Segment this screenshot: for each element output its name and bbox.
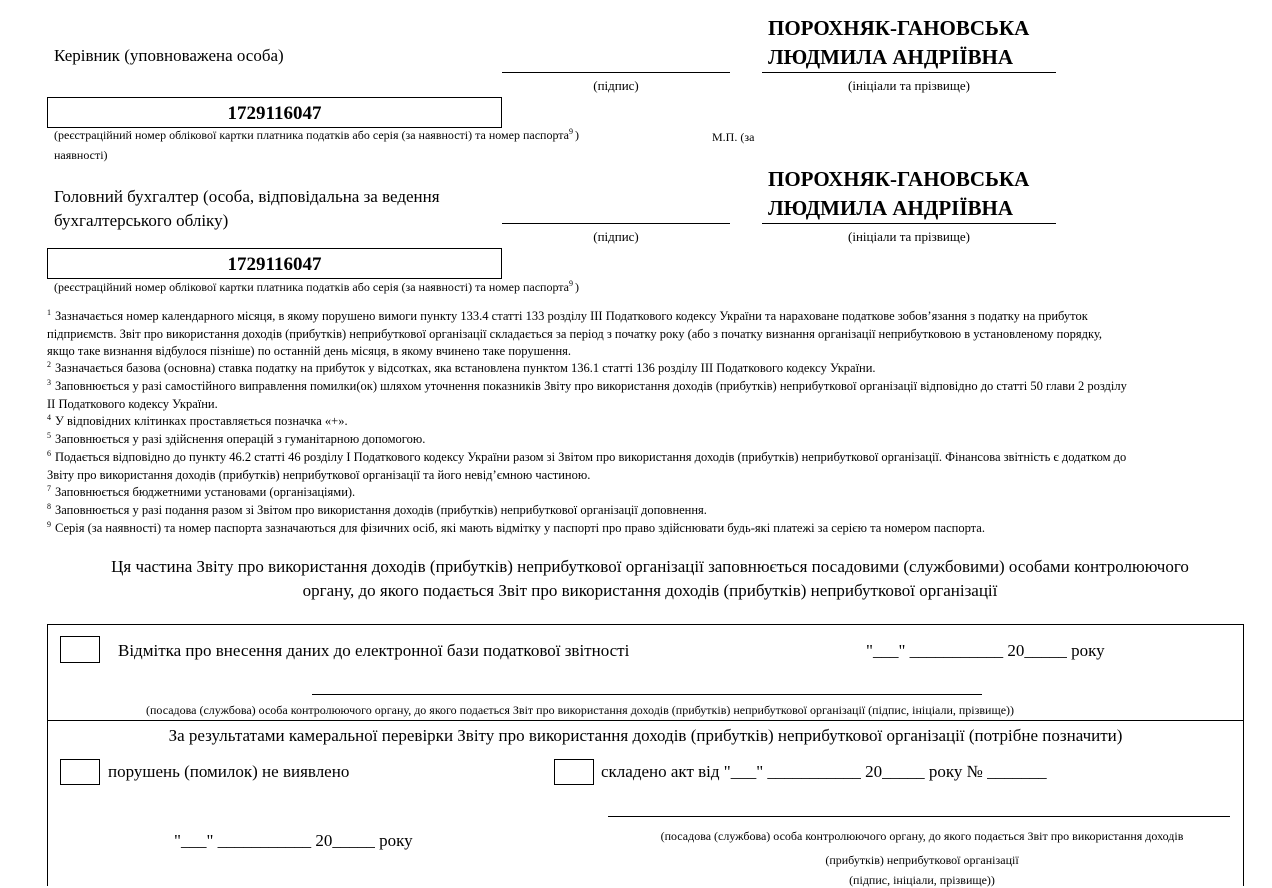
no-violations-checkbox[interactable] — [60, 759, 100, 785]
footnote-text: Заповнюється у разі самостійного виправлення помилки(ок) шляхом уточнення показників Звіту про використання доходів (прибутків) неприбуткової організації відповідно до статті 50 глави 2 розділу — [55, 379, 1127, 393]
footnote-text: У відповідних клітинках проставляється позначка «+». — [55, 414, 348, 428]
no-violations-label: порушень (помилок) не виявлено — [108, 762, 350, 781]
head-name-caption: (ініціали та прізвище) — [848, 78, 970, 93]
stamp-label-cont: наявності) — [54, 148, 108, 162]
act-drawn-checkbox[interactable] — [554, 759, 594, 785]
footnote-text: Заповнюється бюджетними установами (організаціями). — [55, 485, 356, 499]
footnote-text: Серія (за наявності) та номер паспорта зазначаються для фізичних осіб, які мають відмітку у паспорті про право здійснювати будь-які платежі за серією та номером паспорта. — [55, 521, 985, 535]
accountant-signature-caption: (підпис) — [593, 229, 639, 244]
footnote-line — [47, 308, 1247, 326]
footnote-number: 6 — [47, 449, 51, 458]
stamp-label: М.П. (за — [712, 130, 755, 144]
footnote-line — [47, 378, 1247, 396]
head-label: Керівник (уповноважена особа) — [54, 46, 284, 65]
footnote-text: Заповнюється у разі здійснення операцій з гуманітарною допомогою. — [55, 432, 426, 446]
head-signature-caption: (підпис) — [593, 78, 639, 93]
footnote-line — [47, 431, 1247, 449]
footnote-number: 4 — [47, 413, 51, 422]
accountant-name: ПОРОХНЯК-ГАНОВСЬКА ЛЮДМИЛА АНДРІЇВНА — [768, 167, 1030, 220]
db-mark-label: Відмітка про внесення даних до електронної бази податкової звітності — [118, 641, 630, 660]
control-heading: Ця частина Звіту про використання доходів (прибутків) неприбуткової організації заповнюється посадовими (службовими) особами контролюючого органу, до якого подається Звіт про використання доходів (прибутків) неприбуткової організації — [111, 557, 1189, 600]
head-tax-number-field[interactable]: 1729116047 — [47, 97, 502, 128]
footnote-line — [47, 449, 1247, 467]
official-signature-line[interactable] — [312, 694, 982, 695]
accountant-label: Головний бухгалтер (особа, відповідальна за ведення бухгалтерського обліку) — [54, 187, 440, 230]
footnote-text: Зазначається номер календарного місяця, в якому порушено вимоги пункту 133.4 статті 133 розділу ІІІ Податкового кодексу України та нараховане податкове зобов’язання з податку на прибуток — [55, 309, 1088, 323]
accountant-tax-number-field[interactable]: 1729116047 — [47, 248, 502, 279]
footnote-number: 5 — [47, 431, 51, 440]
footnote-line — [47, 360, 1247, 378]
accountant-name-line — [762, 223, 1056, 224]
act-drawn-label[interactable]: складено акт від "___" ___________ 20_____ року № _______ — [601, 762, 1047, 781]
head-tax-caption: (реєстраційний номер облікової картки платника податків або серія (за наявності) та номер паспорта$^9$ ) — [54, 127, 579, 142]
footnote-line — [47, 484, 1247, 502]
footnote-text: Зазначається базова (основна) ставка податку на прибуток у відсотках, яка встановлена пунктом 136.1 статті 136 розділу ІІІ Податкового кодексу України. — [55, 361, 876, 375]
footnote-text: Заповнюється у разі подання разом зі Звітом про використання доходів (прибутків) неприбуткової організації доповнення. — [55, 503, 707, 517]
official2-signature-line[interactable] — [608, 816, 1230, 817]
footnote-text: якщо таке визнання відбулося пізніше) по останній день місяця, в якому вчинено таке порушення. — [47, 344, 572, 358]
accountant-signature-line[interactable] — [502, 223, 730, 224]
db-mark-checkbox[interactable] — [60, 636, 100, 663]
footnote-text: ІІ Податкового кодексу України. — [47, 397, 218, 411]
footnote-number: 2 — [47, 360, 51, 369]
footnote-line — [47, 413, 1247, 431]
footnote-line — [47, 520, 1247, 538]
accountant-tax-caption: (реєстраційний номер облікової картки платника податків або серія (за наявності) та номер паспорта$^9$ ) — [54, 279, 579, 294]
footnote-text: Подається відповідно до пункту 46.2 статті 46 розділу І Податкового кодексу України разом зі Звітом про використання доходів (прибутків) неприбуткової організації. Фінансова звітність є додатком до — [55, 450, 1127, 464]
review-date[interactable]: "___" ___________ 20_____ року — [174, 831, 413, 850]
official2-caption: (посадова (службова) особа контролюючого органу, до якого подається Звіт про використання доходів (прибутків) неприбуткової організації (підпис, ініціали, прізвище)) — [660, 829, 1184, 887]
accountant-name-caption: (ініціали та прізвище) — [848, 229, 970, 244]
head-signature-line[interactable] — [502, 72, 730, 73]
footnote-line — [47, 343, 1247, 360]
review-heading: За результатами камеральної перевірки Звіту про використання доходів (прибутків) неприбуткової організації (потрібне позначити) — [168, 726, 1123, 745]
footnote-text: Звіту про використання доходів (прибутків) неприбуткової організації та його невід’ємною частиною. — [47, 468, 591, 482]
footnote-text: підприємств. Звіт про використання доходів (прибутків) неприбуткової організації складається за період з початку року (або з початку визнання організації неприбутковою в установленому порядку, — [47, 327, 1102, 341]
footnote-line — [47, 396, 1247, 413]
footnote-line — [47, 467, 1247, 484]
footnote-number: 7 — [47, 484, 51, 493]
head-name-line — [762, 72, 1056, 73]
footnote-line — [47, 326, 1247, 343]
official-caption: (посадова (службова) особа контролюючого органу, до якого подається Звіт про використання доходів (прибутків) неприбуткової організації (підпис, ініціали, прізвище)) — [146, 703, 1015, 717]
control-divider — [47, 720, 1244, 721]
footnote-number: 9 — [47, 520, 51, 529]
footnote-number: 3 — [47, 378, 51, 387]
footnote-line — [47, 502, 1247, 520]
db-mark-date[interactable]: "___" ___________ 20_____ року — [866, 641, 1105, 660]
head-name: ПОРОХНЯК-ГАНОВСЬКА ЛЮДМИЛА АНДРІЇВНА — [768, 16, 1030, 69]
footnote-number: 8 — [47, 502, 51, 511]
footnote-number: 1 — [47, 308, 51, 317]
footnotes — [47, 308, 1247, 538]
